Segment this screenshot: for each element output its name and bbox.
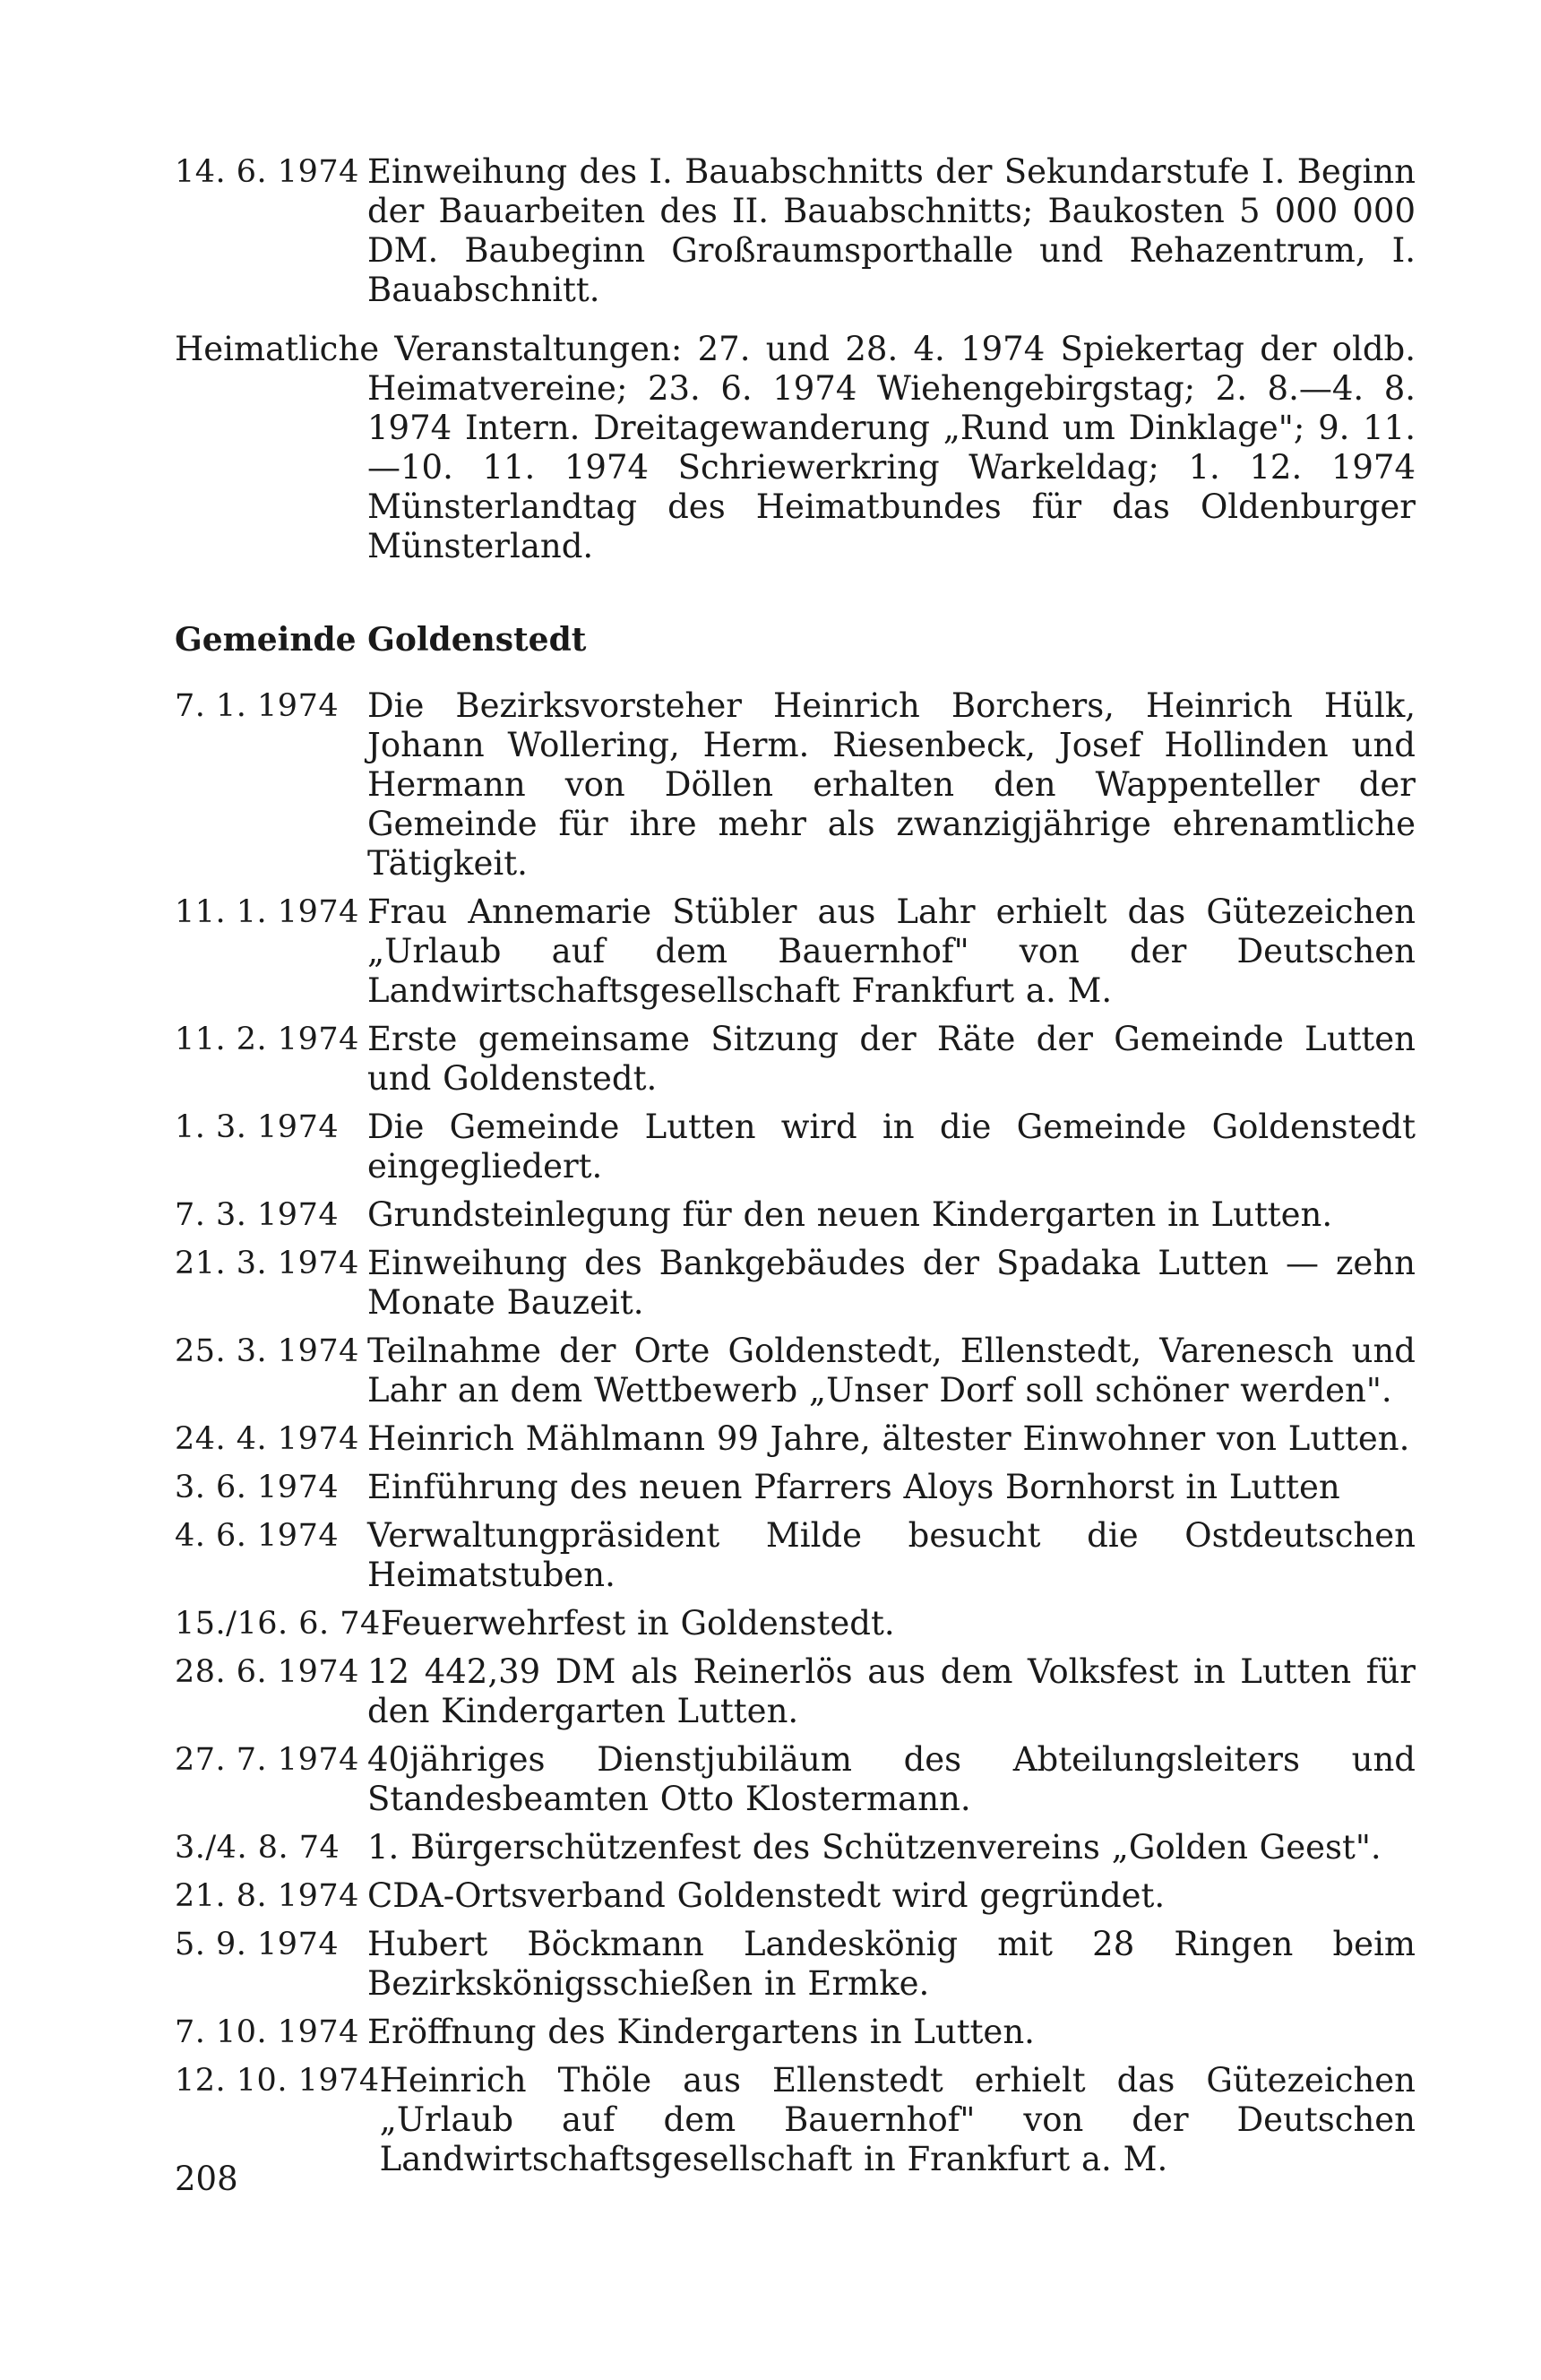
entry-date: 3./4. 8. 74 [175, 1830, 340, 1866]
section-heading: Gemeinde Goldenstedt [175, 621, 587, 659]
entry-text: Einweihung des I. Bauabschnitts der Sekundarstufe I. Beginn der Bauarbeiten des II. Bauabschnitts; Baukosten 5 000 000 DM. Baubeginn Großraumsporthalle und Rehazentrum, I. Bauabschnitt. [367, 152, 1416, 309]
chronicle-entry [175, 1332, 1416, 1410]
chronicle-section-goldenstedt [175, 686, 1416, 2179]
chronicle-entry [175, 2013, 1416, 2052]
entry-text: Verwaltungpräsident Milde besucht die Ostdeutschen Heimatstuben. [367, 1516, 1416, 1594]
chronicle-entry [175, 1195, 1416, 1235]
chronicle-entry [175, 1652, 1416, 1731]
chronicle-entry [175, 1828, 1416, 1867]
chronicle-entry [175, 2061, 1416, 2179]
chronicle-entry [175, 1468, 1416, 1507]
entry-text: Die Bezirksvorsteher Heinrich Borchers, Heinrich Hülk, Johann Wollering, Herm. Riesenbeck, Josef Hollinden und Hermann von Döllen erhalten den Wappenteller der Gemeinde für ihre mehr als zwanzigjährige ehrenamtliche Tätigkeit. [367, 686, 1416, 883]
chronicle-entry [175, 1108, 1416, 1186]
entry-text: Frau Annemarie Stübler aus Lahr erhielt das Gütezeichen „Urlaub auf dem Bauernhof" von der Deutschen Landwirtschaftsgesellschaft Frankfurt a. M. [367, 892, 1416, 1010]
entry-text: Grundsteinlegung für den neuen Kindergarten in Lutten. [367, 1195, 1333, 1234]
entry-date: 5. 9. 1974 [175, 1927, 340, 1962]
entry-date: 7. 1. 1974 [175, 688, 340, 724]
entry-text: Einweihung des Bankgebäudes der Spadaka Lutten — zehn Monate Bauzeit. [367, 1244, 1416, 1322]
chronicle-entry [175, 1419, 1416, 1459]
chronicle-section-previous [175, 152, 1416, 566]
entry-text: 40jähriges Dienstjubiläum des Abteilungsleiters und Standesbeamten Otto Klostermann. [367, 1740, 1416, 1818]
chronicle-entry [175, 686, 1416, 884]
chronicle-entry [175, 1740, 1416, 1819]
entry-date: 24. 4. 1974 [175, 1421, 359, 1457]
chronicle-entry [175, 892, 1416, 1011]
entry-text: Einführung des neuen Pfarrers Aloys Bornhorst in Lutten [367, 1468, 1340, 1506]
entry-date: 4. 6. 1974 [175, 1518, 340, 1554]
entry-date: 15./16. 6. 74 [175, 1606, 381, 1642]
entry-text: Hubert Böckmann Landeskönig mit 28 Ringen beim Bezirkskönigsschießen in Ermke. [367, 1925, 1416, 2003]
entry-date: 14. 6. 1974 [175, 154, 359, 190]
entry-text: Erste gemeinsame Sitzung der Räte der Gemeinde Lutten und Goldenstedt. [367, 1020, 1416, 1098]
entry-date: 11. 2. 1974 [175, 1022, 359, 1057]
heimat-events-paragraph: Heimatliche Veranstaltungen: 27. und 28. 4. 1974 Spiekertag der oldb. Heimatvereine; 23. 6. 1974 Wiehengebirgstag; 2. 8.—4. 8. 1974 Intern. Dreitagewanderung „Rund um Dinklage"; 9. 11.—10. 11. 1974 Schriewerkring Warkeldag; 1. 12. 1974 Münsterlandtag des Heimatbundes für das Oldenburger Münsterland. [175, 330, 1416, 565]
entry-date: 21. 8. 1974 [175, 1878, 359, 1914]
entry-text: Heinrich Thöle aus Ellenstedt erhielt das Gütezeichen „Urlaub auf dem Bauernhof" von der Deutschen Landwirtschaftsgesellschaft in Frankfurt a. M. [379, 2061, 1416, 2178]
chronicle-entry [175, 1516, 1416, 1595]
chronicle-entry [175, 1604, 1416, 1643]
page-number: 208 [175, 2160, 238, 2198]
entry-date: 3. 6. 1974 [175, 1470, 340, 1505]
entry-date: 25. 3. 1974 [175, 1333, 359, 1369]
entry-text: 12 442,39 DM als Reinerlös aus dem Volksfest in Lutten für den Kindergarten Lutten. [367, 1652, 1416, 1730]
chronicle-entry [175, 1244, 1416, 1323]
entry-date: 1. 3. 1974 [175, 1109, 340, 1145]
chronicle-entry [175, 1876, 1416, 1916]
entry-text: Eröffnung des Kindergartens in Lutten. [367, 2013, 1035, 2051]
entry-text: Die Gemeinde Lutten wird in die Gemeinde Goldenstedt eingegliedert. [367, 1108, 1416, 1186]
chronicle-entry [175, 152, 1416, 310]
entry-date: 7. 3. 1974 [175, 1197, 340, 1233]
entry-date: 28. 6. 1974 [175, 1654, 359, 1690]
entry-text: CDA-Ortsverband Goldenstedt wird gegründet. [367, 1876, 1166, 1915]
page-content [175, 152, 1416, 2188]
chronicle-entry [175, 1020, 1416, 1099]
entry-date: 12. 10. 1974 [175, 2063, 380, 2099]
entry-text: Teilnahme der Orte Goldenstedt, Ellenstedt, Varenesch und Lahr an dem Wettbewerb „Unser Dorf soll schöner werden". [367, 1332, 1416, 1410]
entry-date: 11. 1. 1974 [175, 894, 359, 930]
chronicle-entry [175, 1925, 1416, 2004]
entry-date: 7. 10. 1974 [175, 2014, 359, 2050]
entry-text: 1. Bürgerschützenfest des Schützenvereins „Golden Geest". [367, 1828, 1382, 1867]
entry-date: 21. 3. 1974 [175, 1246, 359, 1281]
entry-text: Feuerwehrfest in Goldenstedt. [380, 1604, 895, 1643]
entry-text: Heinrich Mählmann 99 Jahre, ältester Einwohner von Lutten. [367, 1419, 1410, 1458]
entry-date: 27. 7. 1974 [175, 1742, 359, 1778]
